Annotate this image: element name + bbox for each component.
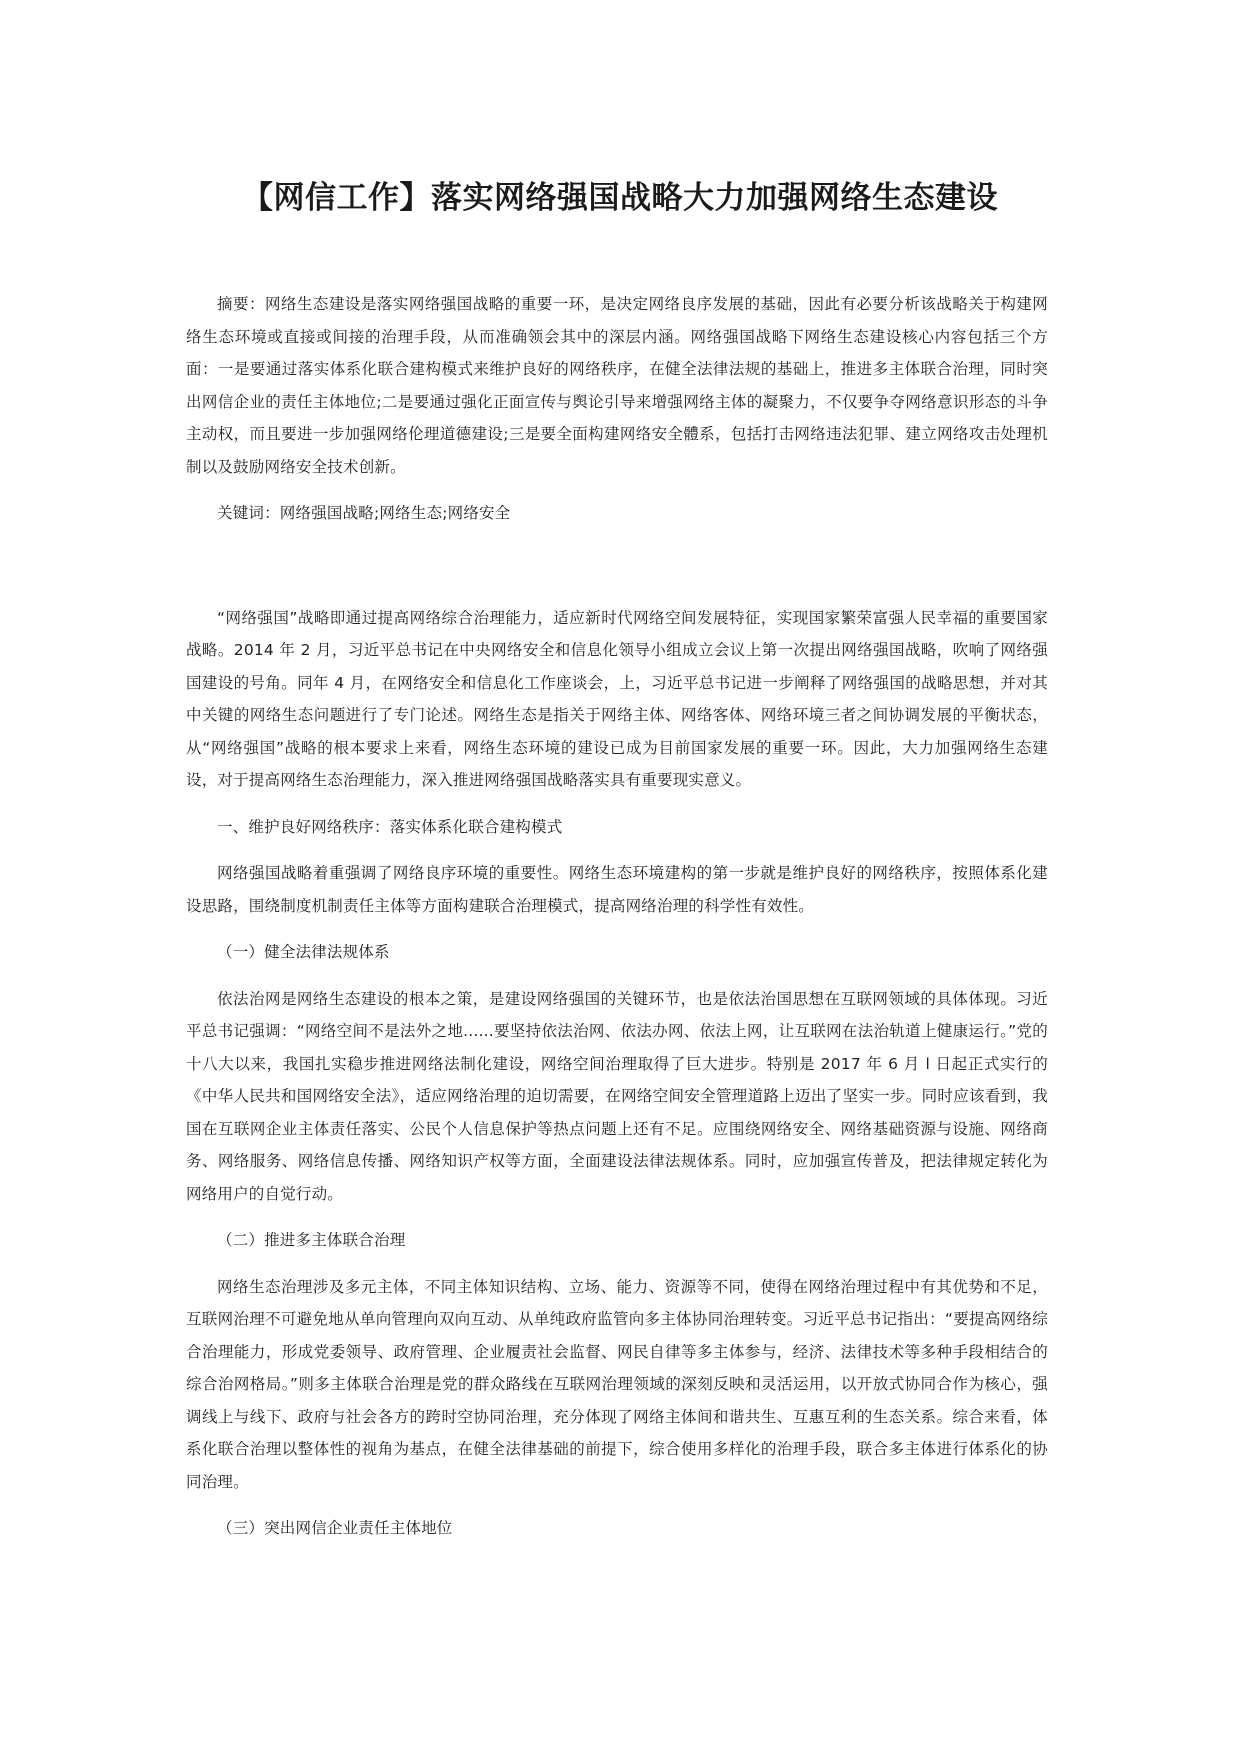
body-paragraph: 网络强国战略着重强调了网络良序环境的重要性。网络生态环境建构的第一步就是维护良好的网络秩序，按照体系化建设思路，围绕制度机制责任主体等方面构建联合治理模式，提高网络治理的科学性有效性。 [186,864,1048,915]
section-heading-1: 一、维护良好网络秩序：落实体系化联合建构模式 [217,817,563,836]
keywords-line: 关键词：网络强国战略;网络生态;网络安全 [217,504,511,522]
intro-paragraph: “网络强国”战略即通过提高网络综合治理能力，适应新时代网络空间发展特征，实现国家繁荣富强人民幸福的重要国家战略。2014 年 2 月，习近平总书记在中央网络安全和信息化领导小组成立会议上第一次提出网络强国战略，吹响了网络强国建设的号角。同年 4 月，在网络安全和信息化工作座谈会，上，习近平总书记进一步阐释了网络强国的战略思想，并对其中关键的网络生态问题进行了专门论述。网络生态是指关于网络主体、网络客体、网络环境三者之间协调发展的平衡状态，从“网络强国”战略的根本要求上来看，网络生态环境的建设已成为目前国家发展的重要一环。因此，大力加强网络生态建设，对于提高网络生态治理能力，深入推进网络强国战略落实具有重要现实意义。 [186,608,1048,789]
document-title: 【网信工作】落实网络强国战略大力加强网络生态建设 [242,180,998,216]
subsection-heading-1: （一）健全法律法规体系 [217,943,390,961]
body-paragraph: 依法治网是网络生态建设的根本之策，是建设网络强国的关键环节，也是依法治国思想在互联网领域的具体体现。习近平总书记强调：“网络空间不是法外之地......要坚持依法治网、依法办网、依法上网，让互联网在法治轨道上健康运行。”党的十八大以来，我国扎实稳步推进网络法制化建设，网络空间治理取得了巨大进步。特别是 2017 年 6 月 l 日起正式实行的《中华人民共和国网络安全法》，适应网络治理的迫切需要，在网络空间安全管理道路上迈出了坚实一步。同时应该看到，我国在互联网企业主体责任落实、公民个人信息保护等热点问题上还有不足。应围绕网络安全、网络基础资源与设施、网络商务、网络服务、网络信息传播、网络知识产权等方面，全面建设法律法规体系。同时，应加强宣传普及，把法律规定转化为网络用户的自觉行动。 [186,989,1048,1203]
subsection-heading-2: （二）推进多主体联合治理 [217,1231,406,1249]
body-paragraph: 网络生态治理涉及多元主体，不同主体知识结构、立场、能力、资源等不同，使得在网络治理过程中有其优势和不足，互联网治理不可避免地从单向管理向双向互动、从单纯政府监管向多主体协同治理转变。习近平总书记指出：“要提高网络综合治理能力，形成党委领导、政府管理、企业履责社会监督、网民自律等多主体参与，经济、法律技术等多种手段相结合的综合治网格局。”则多主体联合治理是党的群众路线在互联网治理领域的深刻反映和灵活运用，以开放式协同合作为核心，强调线上与线下、政府与社会各方的跨时空协同治理，充分体现了网络主体间和谐共生、互惠互利的生态关系。综合来看，体系化联合治理以整体性的视角为基点，在健全法律基础的前提下，综合使用多样化的治理手段，联合多主体进行体系化的协同治理。 [186,1277,1048,1491]
section-spacer [186,544,1048,602]
subsection-heading-3: （三）突出网信企业责任主体地位 [217,1519,453,1537]
abstract-paragraph: 摘要：网络生态建设是落实网络强国战略的重要一环，是决定网络良序发展的基础，因此有必要分析该战略关于构建网络生态环境或直接或间接的治理手段，从而准确领会其中的深层内涵。网络强国战略下网络生态建设核心内容包括三个方面：一是要通过落实体系化联合建构模式来维护良好的网络秩序，在健全法律法规的基础上，推进多主体联合治理，同时突出网信企业的责任主体地位;二是要通过强化正面宣传与舆论引导来增强网络主体的凝聚力，不仅要争夺网络意识形态的斗争主动权，而且要进一步加强网络伦理道德建设;三是要全面构建网络安全體系，包括打击网络违法犯罪、建立网络攻击处理机制以及鼓励网络安全技术创新。 [186,295,1048,476]
document-body [186,288,1048,1559]
